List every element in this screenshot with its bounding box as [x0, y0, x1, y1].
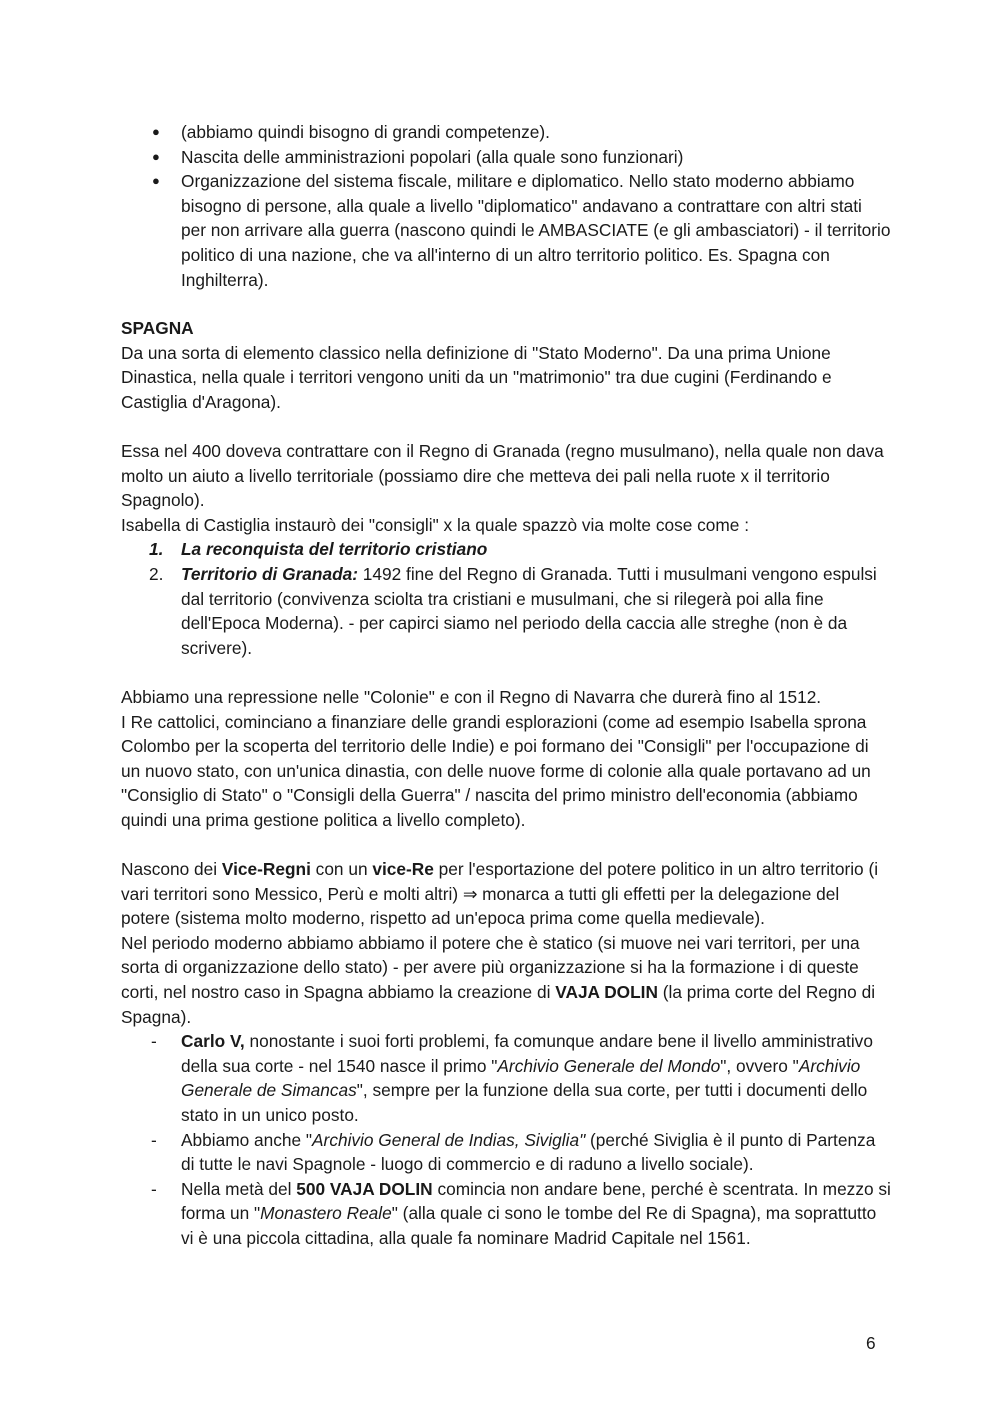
list-item: 1. La reconquista del territorio cristiano — [149, 539, 488, 560]
paragraph: Isabella di Castiglia instaurò dei "consigli" x la quale spazzò via molte cose come : — [121, 514, 749, 535]
dash-list — [121, 1029, 891, 1250]
dash-marker: - — [151, 1129, 157, 1150]
section-title: SPAGNA — [121, 318, 194, 338]
paragraph: Da una sorta di elemento classico nella definizione di "Stato Moderno". Da una prima Unione Dinastica, nella quale i territori vengono uniti da un "matrimonio" tra due cugini (Ferdinando e Castiglia d'Aragona). — [121, 342, 832, 412]
page-number: 6 — [866, 1333, 876, 1353]
list-item: ● Organizzazione del sistema fiscale, militare e diplomatico. Nello stato moderno abbiamo bisogno di persone, alla quale a livello "diplomatico" andavano a contrattare con altri stati per non arrivare alla guerra (nascono quindi le AMBASCIATE (e gli ambasciatori) - il territorio politico di una nazione, che va all'interno di un altro territorio politico. Es. Spagna con Inghilterra). — [152, 171, 891, 290]
numbered-list — [121, 537, 891, 660]
bullet-marker: ● — [152, 148, 160, 164]
paragraph: Essa nel 400 doveva contrattare con il Regno di Granada (regno musulmano), nella quale non dava molto un aiuto a livello territoriale (possiamo dire che metteva dei pali nella ruote x il territorio Spagnolo). — [121, 440, 884, 511]
list-item: ● (abbiamo quindi bisogno di grandi competenze). — [121, 120, 891, 145]
list-item: - Abbiamo anche "Archivio General de Indias, Siviglia" (perché Siviglia è il punto di Partenza di tutte le navi Spagnole - luogo di commercio e di raduno a livello sociale). — [151, 1129, 876, 1175]
dash-marker: - — [151, 1031, 157, 1052]
top-bullet-list — [121, 120, 891, 292]
list-item: 2. Territorio di Granada: 1492 fine del Regno di Granada. Tutti i musulmani vengono espulsi dal territorio (convivenza sciolta tra cristiani e musulmani, che si rilegerà poi alla fine dell'Epoca Moderna). - per capirci siamo nel periodo della caccia alle streghe (non è da scrivere). — [149, 563, 877, 658]
list-item: ● Nascita delle amministrazioni popolari (alla quale sono funzionari) — [121, 145, 891, 170]
paragraph: I Re cattolici, cominciano a finanziare delle grandi esplorazioni (come ad esempio Isabella sprona Colombo per la scoperta del territorio delle Indie) e poi formano dei "Consigli" per l'occupazione di un nuovo stato, con un'unica dinastia, con delle nuove forme di colonie alla quale portavano ad un "Consiglio di Stato" o "Consigli della Guerra" / nascita del primo ministro dell'economia (abbiamo quindi una prima gestione politica a livello completo). — [121, 711, 871, 830]
bullet-marker: ● — [152, 124, 160, 139]
paragraph: Nascono dei Vice-Regni con un vice-Re per l'esportazione del potere politico in un altro territorio (i vari territori sono Messico, Perù e molti altri) ⇒ monarca a tutti gli effetti per la delegazione del potere (sistema molto moderno, rispetto ad un'epoca prima come quella medievale). — [121, 859, 879, 929]
paragraph: Nel periodo moderno abbiamo abbiamo il potere che è statico (si muove nei vari territori, per una sorta di organizzazione dello stato) - per avere più organizzazione si ha la formazione i di queste corti, nel nostro caso in Spagna abbiamo la creazione di VAJA DOLIN (la prima corte del Regno di Spagna). — [121, 932, 876, 1027]
bullet-marker: ● — [152, 173, 160, 189]
section-spagna — [121, 316, 891, 1251]
dash-marker: - — [151, 1178, 157, 1199]
list-item: - Carlo V, nonostante i suoi forti problemi, fa comunque andare bene il livello amministrativo della sua corte - nel 1540 nasce il primo "Archivio Generale del Mondo", ovvero "Archivio Generale de Simancas", sempre per la funzione della sua corte, per tutti i documenti dello stato in un unico posto. — [151, 1031, 873, 1125]
list-item: - Nella metà del 500 VAJA DOLIN comincia non andare bene, perché è scentrata. In mezzo si forma un "Monastero Reale" (alla quale ci sono le tombe del Re di Spagna), ma soprattutto vi è una piccola cittadina, alla quale fa nominare Madrid Capitale nel 1561. — [151, 1178, 891, 1248]
paragraph: Abbiamo una repressione nelle "Colonie" e con il Regno di Navarra che durerà fino al 1512. — [121, 686, 822, 707]
